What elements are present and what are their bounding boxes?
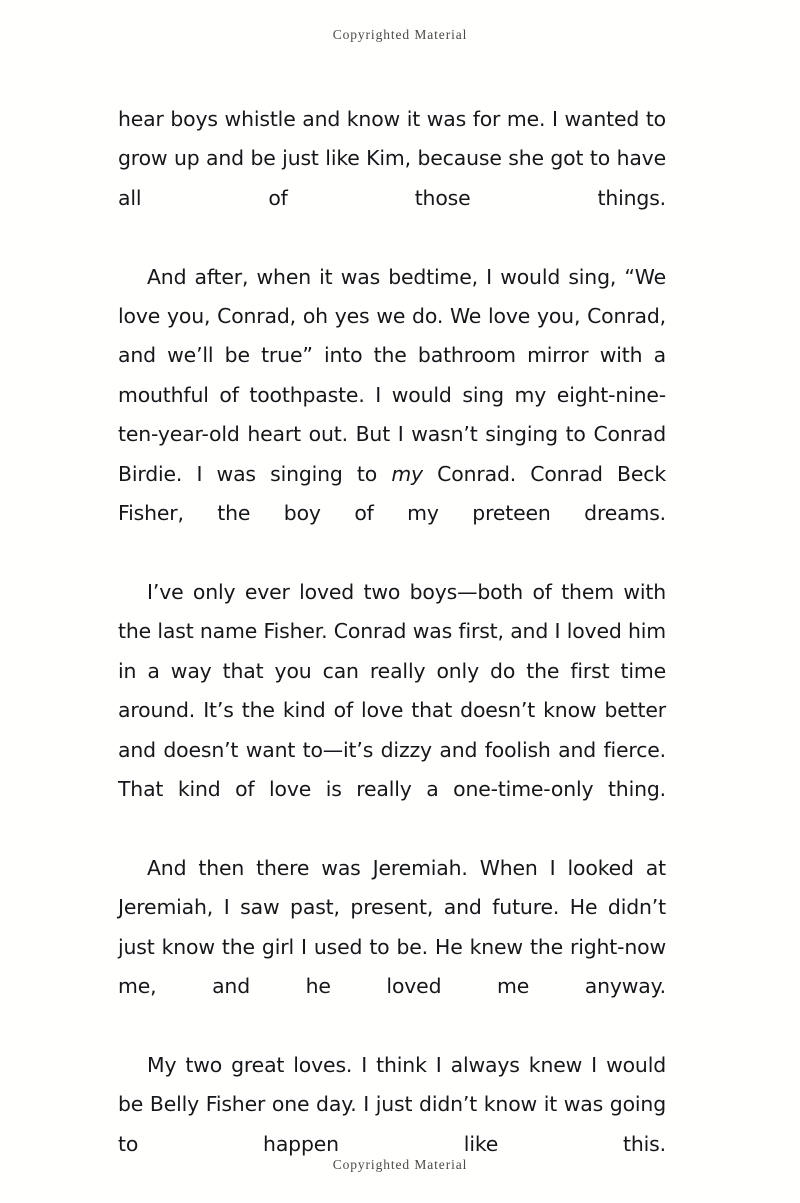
paragraph-3: I’ve only ever loved two boys—both of them with the last name Fisher. Conrad was first, and I loved him in a way that you can really only do the first time around. It’s the kind of love that doesn’t know better and doesn’t want to—it’s dizzy and foolish and fierce. That kind of love is really a one-time-only thing.	[118, 579, 666, 801]
body-text-block	[118, 100, 666, 1203]
paragraph-2-emphasis: my	[391, 461, 423, 486]
paragraph-2	[118, 258, 666, 573]
paragraph-2-part-2: Conrad. Conrad Beck Fisher, the boy of my preteen dreams.	[118, 461, 666, 526]
paragraph-5: My two great loves. I think I always knew I would be Belly Fisher one day. I just didn’t know it was going to happen like this.	[118, 1052, 666, 1156]
paragraph-2-part-1: And after, when it was bedtime, I would sing, “We love you, Conrad, oh yes we do. We love you, Conrad, and we’ll be true” into the bathroom mirror with a mouthful of toothpaste. I would sing my eight-nine-ten-year-old heart out. But I wasn’t singing to Conrad Birdie. I was singing to	[118, 264, 666, 486]
paragraph-1: hear boys whistle and know it was for me. I wanted to grow up and be just like Kim, because she got to have all of those things.	[118, 107, 666, 210]
copyright-watermark-top: Copyrighted Material	[332, 27, 468, 42]
copyright-watermark-bottom: Copyrighted Material	[332, 1157, 468, 1172]
paragraph-4: And then there was Jeremiah. When I looked at Jeremiah, I saw past, present, and future. He didn’t just know the girl I used to be. He knew the right-now me, and he loved me anyway.	[118, 855, 666, 998]
